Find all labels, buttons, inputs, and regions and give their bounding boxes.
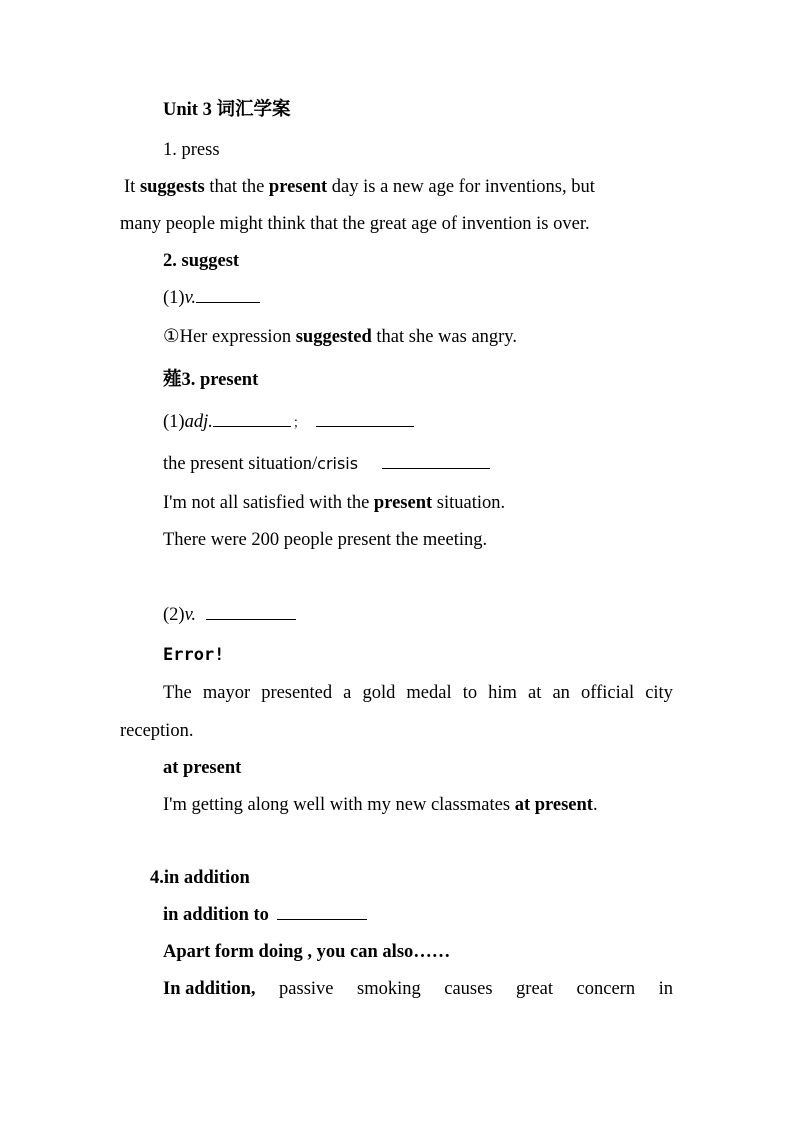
- part-of-speech: adj.: [184, 412, 213, 432]
- text-run: I'm getting along well with my new classmates: [163, 795, 515, 815]
- section-2-heading: 2. suggest: [163, 251, 240, 271]
- section-3-phrase-2: at present: [163, 758, 242, 778]
- keyword-present: present: [373, 493, 433, 513]
- word: to: [462, 683, 478, 703]
- text-run: Her expression: [179, 327, 296, 347]
- text-run: .: [592, 795, 598, 815]
- word: mayor: [202, 683, 251, 703]
- word: presented: [261, 683, 333, 703]
- answer-blank: [213, 410, 291, 427]
- text-run: day is a new age for inventions, but: [327, 177, 595, 197]
- word: at: [528, 683, 542, 703]
- separator: ；: [292, 416, 306, 431]
- part-of-speech: v.: [184, 605, 197, 625]
- section-2-sub1: [163, 286, 260, 310]
- example-marker: ①: [163, 327, 180, 347]
- text-run: the present situation/: [163, 454, 318, 474]
- answer-blank: [316, 410, 414, 427]
- section-2-example: [163, 325, 517, 349]
- text-run: It: [124, 177, 140, 197]
- text-run: that she was angry.: [371, 327, 517, 347]
- section-4-example-line1: [163, 977, 673, 1001]
- section-1-sentence-line2: many people might think that the great age of invention is over.: [120, 214, 590, 234]
- word: city: [645, 683, 673, 703]
- text-run-crisis: crisis: [317, 454, 359, 473]
- word: in: [658, 979, 673, 999]
- answer-blank: [277, 903, 367, 920]
- word: a: [343, 683, 352, 703]
- word: gold: [362, 683, 396, 703]
- keyword-present: present: [268, 177, 328, 197]
- keyword-suggested: suggested: [295, 327, 372, 347]
- section-3-heading: 薤3. present: [163, 370, 259, 390]
- section-3-example-2: There were 200 people present the meeting.: [163, 530, 488, 550]
- word: The: [163, 683, 192, 703]
- section-3-phrase: [163, 452, 490, 476]
- section-4-heading: 4.in addition: [150, 868, 250, 888]
- section-1-heading: [163, 138, 220, 162]
- section-1-sentence-line1: [120, 175, 595, 199]
- text-run: I'm not all satisfied with the: [163, 493, 374, 513]
- word: official: [581, 683, 635, 703]
- word: smoking: [357, 979, 421, 999]
- section-1-heading-text: 1. press: [163, 140, 220, 160]
- section-3-example-3-line2: reception.: [120, 721, 194, 741]
- error-text: Error!: [163, 645, 225, 665]
- word: him: [488, 683, 517, 703]
- answer-blank: [382, 452, 490, 469]
- word: concern: [576, 979, 636, 999]
- text-run: that the: [204, 177, 269, 197]
- text-run: situation.: [432, 493, 506, 513]
- section-3-sub2: [163, 603, 296, 627]
- answer-blank: [196, 286, 260, 303]
- text-run: in addition to: [163, 905, 269, 925]
- word: medal: [406, 683, 452, 703]
- keyword-at-present: at present: [514, 795, 593, 815]
- page-title: Unit 3 词汇学案: [163, 100, 291, 120]
- part-of-speech: v.: [184, 288, 197, 308]
- section-3-example-3-line1: [163, 681, 673, 705]
- section-4-phrase-1: [163, 903, 367, 927]
- word: In addition,: [163, 979, 256, 999]
- keyword-suggests: suggests: [139, 177, 205, 197]
- sub-number: (1): [163, 412, 185, 432]
- sub-number: (2): [163, 605, 185, 625]
- word: great: [516, 979, 554, 999]
- word: causes: [444, 979, 493, 999]
- section-3-example-4: [163, 793, 598, 817]
- section-3-example-1: [163, 491, 505, 515]
- section-4-phrase-2: Apart form doing , you can also……: [163, 942, 451, 962]
- answer-blank: [206, 603, 296, 620]
- sub-number: (1): [163, 288, 185, 308]
- word: passive: [279, 979, 334, 999]
- section-3-sub1: [163, 410, 414, 436]
- word: an: [552, 683, 570, 703]
